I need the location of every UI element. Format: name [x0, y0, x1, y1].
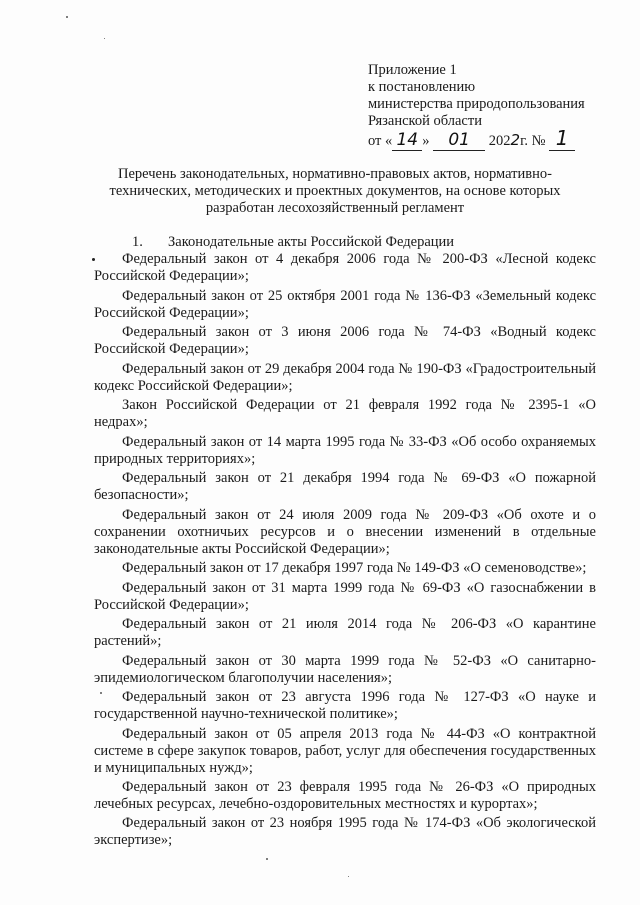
order-mid: » — [422, 133, 430, 149]
list-item: Федеральный закон от 17 декабря 1997 года № 149-ФЗ «О семеноводстве»; — [122, 559, 587, 576]
order-year-suffix: г. № — [520, 133, 546, 149]
list-item: Федеральный закон от 14 марта 1995 года № 33-ФЗ «Об особо охраняемых природных территориях»; — [94, 433, 596, 467]
annex-title: Приложение 1 — [368, 62, 457, 78]
list-item: Федеральный закон от 31 марта 1999 года № 69-ФЗ «О газоснабжении в Российской Федерации»; — [94, 579, 596, 613]
scan-speck — [266, 858, 268, 860]
handwritten-number-field — [549, 126, 575, 151]
scan-speck — [104, 38, 105, 39]
scan-speck — [348, 876, 349, 877]
order-date-line — [368, 126, 618, 151]
list-item: Федеральный закон от 29 декабря 2004 года № 190-ФЗ «Градостроительный кодекс Российской Федерации»; — [94, 360, 596, 394]
section-heading — [132, 234, 454, 251]
annex-line-ministry: министерства природопользования — [368, 96, 585, 112]
scan-speck — [66, 16, 68, 18]
list-item: Федеральный закон от 4 декабря 2006 года № 200-ФЗ «Лесной кодекс Российской Федерации»; — [94, 251, 596, 284]
list-item: Федеральный закон от 25 октября 2001 года № 136-ФЗ «Земельный кодекс Российской Федерации»; — [94, 287, 596, 321]
list-item: Федеральный закон от 21 декабря 1994 года № 69-ФЗ «О пожарной безопасности»; — [94, 469, 596, 503]
list-item: Федеральный закон от 21 июля 2014 года № 206-ФЗ «О карантине растений»; — [94, 615, 596, 649]
list-item: Закон Российской Федерации от 21 февраля 1992 года № 2395-1 «О недрах»; — [94, 396, 596, 430]
annex-line-resolution: к постановлению — [368, 79, 476, 95]
annex-header — [368, 62, 618, 151]
document-title: Перечень законодательных, нормативно-правовых актов, нормативно-технических, методических и проектных документов, на основе которых разработан лесохозяйственный регламент — [109, 166, 561, 216]
list-item: Федеральный закон от 05 апреля 2013 года № 44-ФЗ «О контрактной системе в сфере закупок товаров, работ, услуг для обеспечения государственных и муниципальных нужд»; — [94, 725, 596, 776]
laws-list — [94, 251, 596, 852]
list-item: Федеральный закон от 23 августа 1996 года № 127-ФЗ «О науке и государственной научно-технической политике»; — [94, 688, 596, 722]
annex-line-region: Рязанской области — [368, 113, 482, 129]
order-prefix: от « — [368, 133, 393, 149]
handwritten-number: 1 — [555, 126, 569, 150]
handwritten-day: 14 — [396, 130, 419, 150]
handwritten-year-digit: 2 — [510, 131, 521, 149]
handwritten-month: 01 — [448, 130, 470, 150]
section-title: Законодательные акты Российской Федерации — [168, 234, 455, 250]
section-number: 1. — [132, 234, 143, 250]
scan-speck — [92, 258, 95, 261]
handwritten-month-field — [433, 132, 485, 151]
scan-speck — [100, 692, 102, 694]
list-item: Федеральный закон от 24 июля 2009 года № 209-ФЗ «Об охоте и о сохранении охотничьих ресурсов и о внесении изменений в отдельные законодательные акты Российской Федерации»; — [94, 506, 596, 557]
list-item: Федеральный закон от 3 июня 2006 года № 74-ФЗ «Водный кодекс Российской Федерации»; — [94, 323, 596, 357]
list-item: Федеральный закон от 23 февраля 1995 года № 26-ФЗ «О природных лечебных ресурсах, лечебно-оздоровительных местностях и курортах»; — [94, 778, 596, 812]
list-item: Федеральный закон от 30 марта 1999 года № 52-ФЗ «О санитарно-эпидемиологическом благополучии населения»; — [94, 652, 596, 686]
list-item: Федеральный закон от 23 ноября 1995 года № 174-ФЗ «Об экологической экспертизе»; — [94, 815, 596, 849]
order-year-prefix: 202 — [488, 133, 511, 149]
handwritten-day-field — [392, 132, 422, 151]
